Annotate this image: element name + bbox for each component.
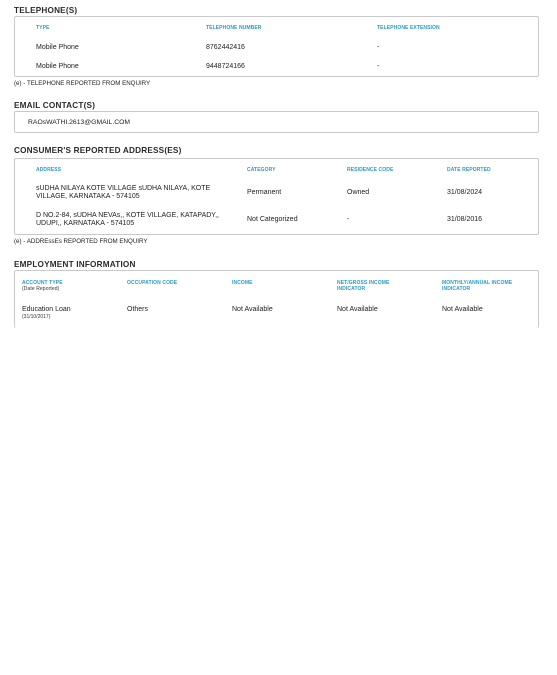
address-row-1-address: sUDHA NILAYA KOTE VILLAGE sUDHA NILAYA, KOTE VILLAGE, KARNATAKA - 574105 bbox=[36, 185, 211, 200]
address-row-1-category: Permanent bbox=[247, 189, 282, 196]
telephones-section-title: TELEPHONE(S) bbox=[14, 6, 78, 15]
address-row-2-residence: - bbox=[347, 216, 350, 223]
employment-occupation: Others bbox=[127, 306, 149, 313]
employment-date-reported: (31/10/2017) bbox=[22, 314, 51, 320]
net-gross-income-header: NET/GROSS INCOME INDICATOR bbox=[337, 280, 390, 292]
telephones-enquiry-note: (e) - TELEPHONE REPORTED FROM ENQUIRY bbox=[14, 80, 151, 87]
telephones-table bbox=[14, 16, 539, 77]
telephone-row-1-extension: - bbox=[377, 44, 380, 51]
monthly-annual-income-header: MONTHLY/ANNUAL INCOME INDICATOR bbox=[442, 280, 513, 292]
telephone-number-header: TELEPHONE NUMBER bbox=[206, 25, 262, 31]
account-type-header bbox=[22, 281, 112, 292]
account-type-header-sub: (Date Reported) bbox=[22, 285, 60, 292]
employment-income: Not Available bbox=[232, 306, 273, 313]
employment-account-type bbox=[22, 306, 71, 320]
address-row-1-residence: Owned bbox=[347, 189, 370, 196]
employment-net-gross: Not Available bbox=[337, 306, 378, 313]
telephone-extension-header: TELEPHONE EXTENSION bbox=[377, 25, 440, 31]
addresses-table bbox=[14, 158, 539, 235]
employment-account-type-value: Education Loan bbox=[22, 306, 71, 313]
telephone-row-1-type: Mobile Phone bbox=[36, 44, 79, 51]
occupation-code-header: OCCUPATION CODE bbox=[127, 280, 178, 286]
telephone-type-header: TYPE bbox=[36, 25, 50, 31]
telephone-row-2-number: 9448724166 bbox=[206, 63, 245, 70]
email-section-title: EMAIL CONTACT(S) bbox=[14, 101, 96, 110]
employment-section-title: EMPLOYMENT INFORMATION bbox=[14, 260, 136, 269]
income-header: INCOME bbox=[232, 280, 253, 286]
telephone-row-1-number: 8762442416 bbox=[206, 44, 245, 51]
address-row-2-category: Not Categorized bbox=[247, 216, 298, 223]
telephone-row-2-type: Mobile Phone bbox=[36, 63, 79, 70]
account-type-header-label: ACCOUNT TYPE bbox=[22, 280, 63, 286]
employment-monthly-annual: Not Available bbox=[442, 306, 483, 313]
addresses-section-title: CONSUMER'S REPORTED ADDRESS(ES) bbox=[14, 146, 182, 155]
email-table bbox=[14, 111, 539, 133]
email-address-value: RAOsWATHI.2613@GMAIL.COM bbox=[28, 119, 131, 126]
employment-table bbox=[14, 270, 539, 328]
address-row-2-date: 31/08/2016 bbox=[447, 216, 483, 223]
address-header: ADDRESS bbox=[36, 167, 62, 173]
category-header: CATEGORY bbox=[247, 167, 276, 173]
address-row-2-address: D NO.2-84, sUDHA NEVAs,, KOTE VILLAGE, KATAPADY,, UDUPI,, KARNATAKA - 574105 bbox=[36, 212, 219, 227]
telephone-row-2-extension: - bbox=[377, 63, 380, 70]
addresses-enquiry-note: (e) - ADDREssEs REPORTED FROM ENQUIRY bbox=[14, 238, 148, 245]
residence-code-header: RESIDENCE CODE bbox=[347, 167, 394, 173]
address-row-1-date: 31/08/2024 bbox=[447, 189, 483, 196]
date-reported-header: DATE REPORTED bbox=[447, 167, 491, 173]
